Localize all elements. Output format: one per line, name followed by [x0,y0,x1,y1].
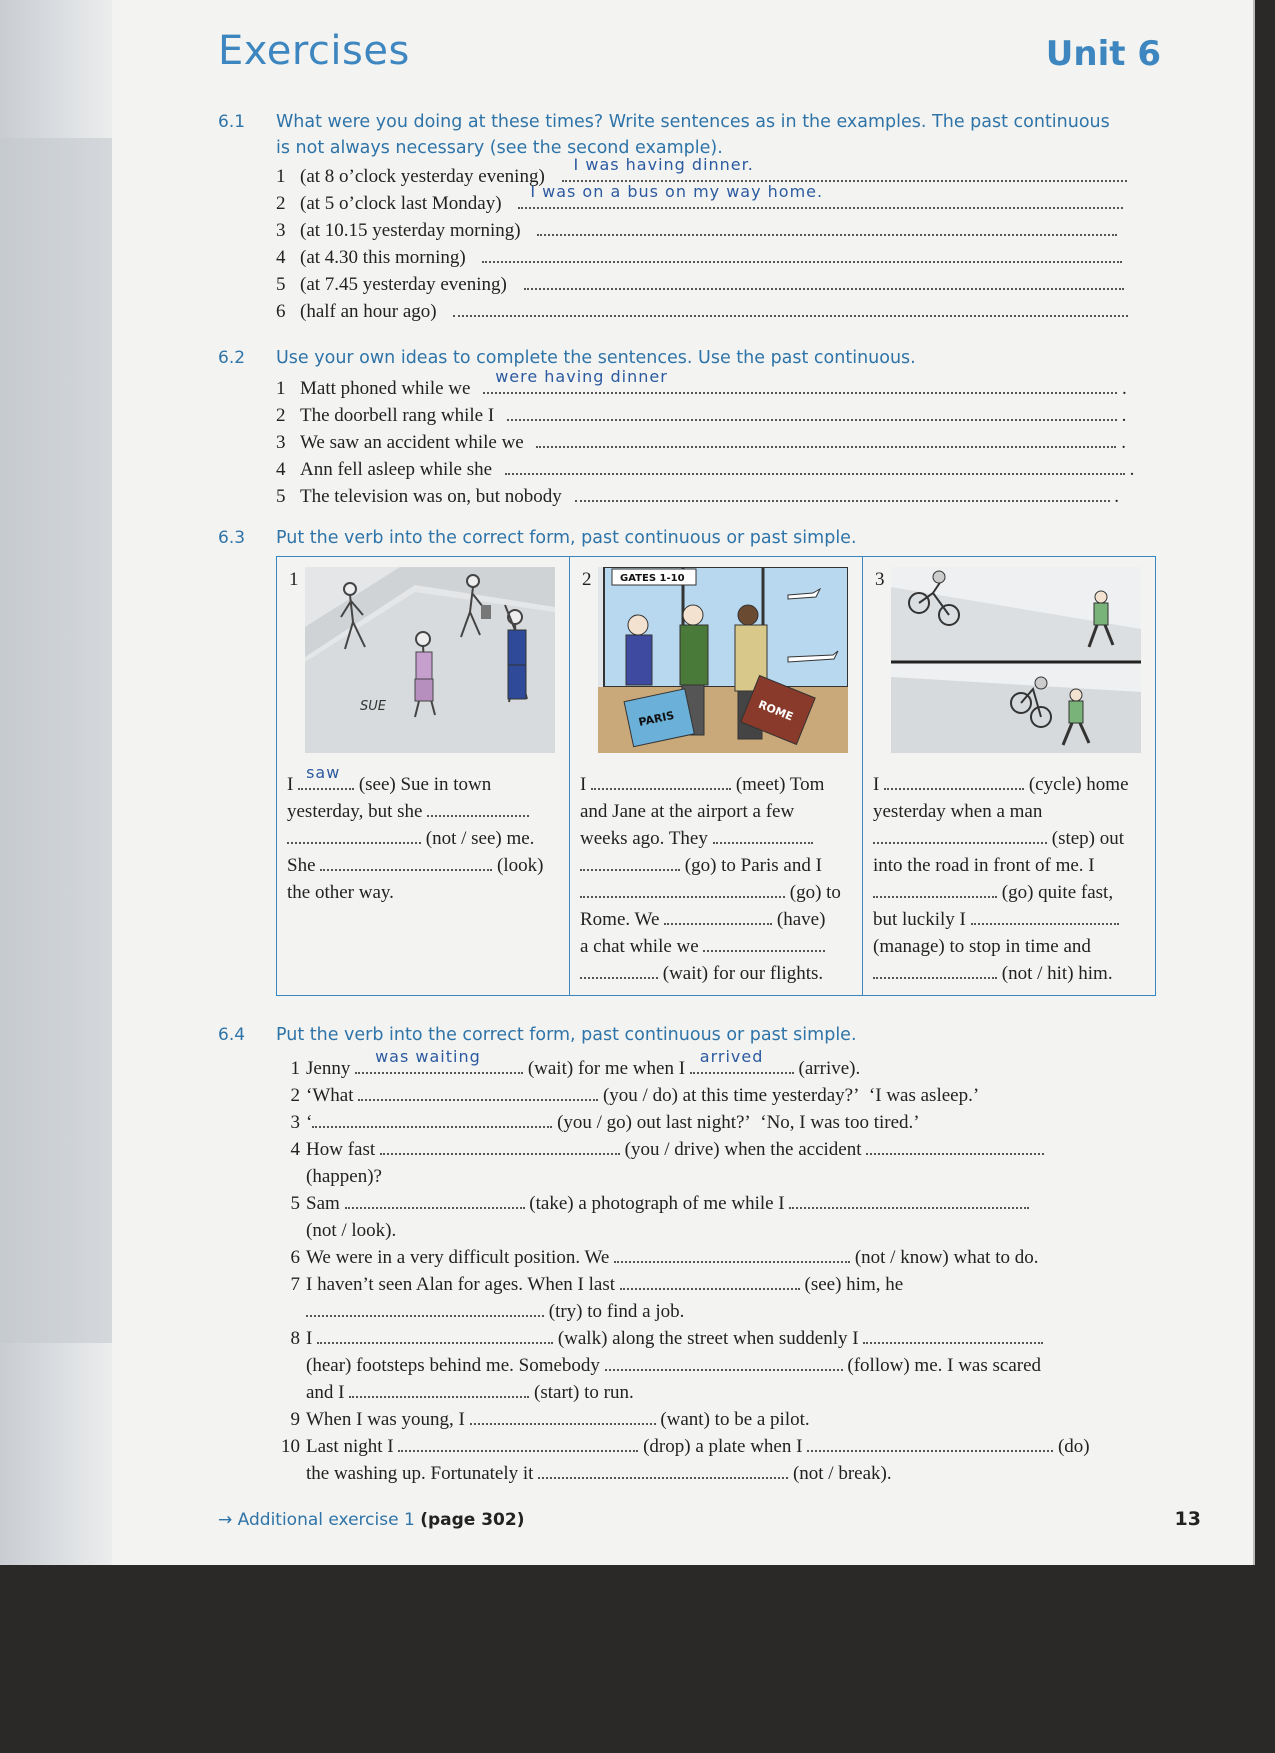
exercise-item-continued: (not / look). [306,1220,397,1241]
exercise-item-continued: (hear) footsteps behind me. Somebody (follow) me. I was scared [306,1355,1042,1376]
exercise-item: 4 (at 4.30 this morning) [276,245,1122,271]
exercise-instructions-6-4: Put the verb into the correct form, past continuous or past simple. [276,1025,857,1045]
picture-cell-2: 2 GATES 1-10 PARIS ROME I (meet) Tom and Jane at the airport a few weeks ago. They (go) to Paris and I (go) to Rome. We (have) a chat while we (wait) for our flights. [570,557,863,995]
exercise-number-6-3: 6.3 [218,528,246,548]
answer-line[interactable] [355,1047,523,1074]
page-number: 13 [1174,1508,1201,1530]
answer-line[interactable] [427,801,529,817]
airport-scene-illustration [598,567,848,753]
exercise-item: 1 (at 8 o’clock yesterday evening) I was having dinner. [276,164,1127,190]
arrow-right-icon: → [218,1510,233,1530]
answer-line[interactable] [482,245,1122,263]
handwritten-answer: were having dinner [495,367,668,386]
answer-line[interactable] [591,774,731,790]
answer-line[interactable] [873,882,997,898]
picture-cell-1: 1 SUE I saw (see) Sue in town yesterday, but she (not / see) me. She (look) the other way. [277,557,570,995]
answer-line[interactable] [614,1245,850,1263]
picture-cell-3: 3 I (cycle) home yesterday when a man (step) out into the road in front of me. I (go) quite fast, but luckily I (manage) to stop in time and (not / hit) him. [863,557,1155,995]
answer-line[interactable] [507,403,1117,421]
picture-exercise-grid [276,556,1156,996]
exercise-item: 5 (at 7.45 yesterday evening) [276,272,1124,298]
exercise-item: 2 (at 5 o’clock last Monday) I was on a bus on my way home. [276,191,1123,217]
exercise-instructions-6-1: What were you doing at these times? Write sentences as in the examples. The past continuous is not always necessary (see the second example). [276,112,1110,158]
exercise-number-6-4: 6.4 [218,1025,246,1045]
answer-line[interactable] [538,1461,788,1479]
answer-line[interactable] [345,1191,525,1209]
exercise-item-continued: and I (start) to run. [306,1382,634,1403]
exercise-item-continued: (try) to find a job. [306,1299,684,1325]
handwritten-answer: arrived [699,1047,764,1066]
sue-label: SUE [360,699,386,714]
answer-line[interactable] [866,1137,1044,1155]
answer-line[interactable] [287,828,421,844]
answer-line[interactable] [320,855,492,871]
exercise-item: 2 ‘What (you / do) at this time yesterday?’ ‘I was asleep.’ [290,1085,980,1106]
exercise-item: 5 The television was on, but nobody . [276,486,1119,507]
answer-line[interactable] [664,909,772,925]
answer-line[interactable] [398,1434,638,1452]
cyclist-scene-illustration [891,567,1141,753]
page-title: Exercises [218,28,410,74]
answer-line[interactable] [524,272,1124,290]
exercise-number-6-1: 6.1 [218,112,246,132]
rome-bag-label: ROME [756,697,795,724]
answer-line[interactable] [580,882,785,898]
gates-sign: GATES 1-10 [620,573,685,584]
exercise-item: 3 We saw an accident while we . [276,432,1126,453]
handwritten-answer: was waiting [375,1047,481,1066]
answer-line[interactable] [580,855,680,871]
answer-line[interactable] [470,1407,656,1425]
exercise-item: 5 Sam (take) a photograph of me while I [276,1191,1029,1217]
answer-line[interactable] [690,1047,794,1074]
answer-line[interactable] [605,1353,843,1371]
exercise-item: 6 We were in a very difficult position. We (not / know) what to do. [290,1247,1039,1268]
handwritten-answer: I was on a bus on my way home. [530,182,824,201]
exercise-item: 3 (at 10.15 yesterday morning) [276,218,1117,244]
answer-line[interactable] [358,1083,598,1101]
unit-label: Unit 6 [1045,34,1161,74]
exercise-text-6-3-3: I (cycle) home yesterday when a man (step) out into the road in front of me. I (go) quite fast, but luckily I (manage) to stop in time and (not / hit) him. [873,774,1129,984]
answer-line[interactable] [884,774,1024,790]
street-scene-illustration [305,567,555,753]
exercise-item-continued: (happen)? [306,1166,382,1187]
exercise-item-continued: the washing up. Fortunately it (not / break). [306,1463,892,1484]
answer-line[interactable] [703,936,825,952]
answer-line[interactable] [971,909,1119,925]
answer-line[interactable] [306,1299,544,1317]
additional-exercise-link[interactable]: → Additional exercise 1 (page 302) [218,1510,525,1530]
handwritten-answer: saw [306,763,341,782]
exercise-item: 1 Matt phoned while we were having dinner . [276,376,1127,402]
exercise-number-6-2: 6.2 [218,348,246,368]
exercise-item: 2 The doorbell rang while I . [276,405,1127,426]
answer-line[interactable] [807,1434,1053,1452]
answer-line[interactable] [453,299,1128,317]
answer-line[interactable] [873,828,1047,844]
answer-line[interactable] [575,484,1110,502]
paris-bag-label: PARIS [637,708,676,729]
handwritten-answer: I was having dinner. [573,155,754,174]
answer-line[interactable] [518,182,1123,209]
exercise-item: 7 I haven’t seen Alan for ages. When I last (see) him, he [290,1274,904,1295]
exercise-instructions-6-3: Put the verb into the correct form, past continuous or past simple. [276,528,857,548]
exercise-item: 3 ‘ (you / go) out last night?’ ‘No, I was too tired.’ [290,1112,920,1133]
exercise-item: 10 Last night I (drop) a plate when I (do) [281,1436,1090,1457]
answer-line[interactable] [312,1110,552,1128]
answer-line[interactable] [537,218,1117,236]
answer-line[interactable] [317,1326,553,1344]
answer-line[interactable] [863,1326,1043,1344]
answer-line[interactable] [789,1191,1029,1209]
answer-line[interactable] [536,430,1116,448]
page-binding-strip [0,0,112,1565]
exercise-item: 4 How fast (you / drive) when the accident [276,1137,1044,1163]
answer-line[interactable] [713,828,813,844]
exercise-text-6-3-1: I saw (see) Sue in town yesterday, but she (not / see) me. She (look) the other way. [287,771,559,906]
answer-line[interactable] [620,1272,800,1290]
exercise-item: 4 Ann fell asleep while she . [276,459,1135,480]
exercise-item: 8 I (walk) along the street when suddenly I [276,1326,1043,1352]
answer-line[interactable] [580,963,658,979]
answer-line[interactable] [298,763,354,790]
exercise-item: 1 Jenny was waiting (wait) for me when I arrived (arrive). [276,1056,860,1082]
exercise-item: 6 (half an hour ago) [276,299,1128,325]
answer-line[interactable] [505,457,1125,475]
exercise-instructions-6-2: Use your own ideas to complete the sentences. Use the past continuous. [276,348,916,368]
answer-line[interactable] [380,1137,620,1155]
answer-line[interactable] [873,963,997,979]
exercise-text-6-3-2: I (meet) Tom and Jane at the airport a few weeks ago. They (go) to Paris and I (go) to Rome. We (have) a chat while we (wait) for our flights. [580,774,841,984]
answer-line[interactable] [349,1380,529,1398]
exercise-item: 9 When I was young, I (want) to be a pilot. [290,1409,810,1430]
